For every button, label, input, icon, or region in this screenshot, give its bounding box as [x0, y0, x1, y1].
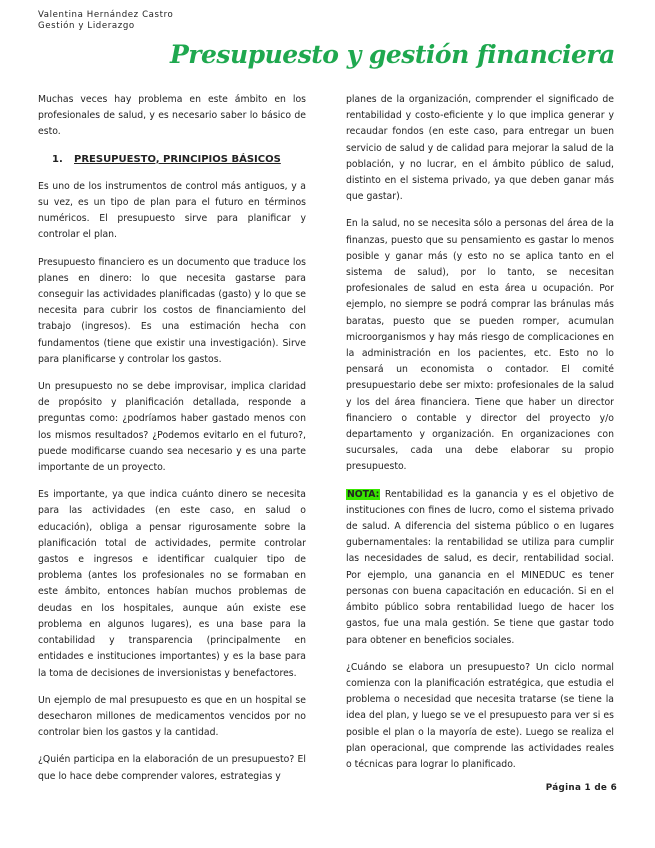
paragraph: Es importante, ya que indica cuánto dinero se necesita para las actividades (en este caso, en salud o educación), obliga a pensar rigurosamente sobre la planificación total de actividades, permite controlar gastos e ingresos e identificar cualquier tipo de problema (antes los profesionales no se formaban en este ámbito, entonces habían muchos problemas de deudas en los hospitales, aunque aún existe ese problema en algunos lugares), es una base para la contabilidad y transparencia (principalmente en entidades e instituciones importantes) y es la base para la toma de decisiones de inversionistas y benefactores. — [38, 489, 306, 679]
right-column — [346, 92, 614, 784]
nota-label: NOTA: — [347, 488, 380, 500]
document-title: Presupuesto y gestión financiera — [170, 40, 615, 69]
nota-paragraph — [346, 487, 614, 649]
paragraph: Es uno de los instrumentos de control más antiguos, y a su vez, es un tipo de plan para el futuro en términos numéricos. El presupuesto sirve para planificar y controlar el plan. — [38, 180, 306, 241]
paragraph: Presupuesto financiero es un documento que traduce los planes en dinero: lo que necesita gastarse para conseguir las actividades planificadas (gasto) y lo que se necesita para cubrir los costos de financiamiento del trabajo (ingresos). Es una estimación hecha con fundamentos (tiene que existir una investigación). Sirve para planificarse y controlar los gastos. — [38, 256, 306, 365]
section-title: PRESUPUESTO, PRINCIPIOS BÁSICOS — [74, 153, 281, 165]
intro-paragraph: Muchas veces hay problema en este ámbito en los profesionales de salud, y es necesario saber lo básico de esto. — [38, 94, 306, 138]
paragraph: En la salud, no se necesita sólo a personas del área de la finanzas, puesto que su pensamiento es gastar lo menos posible y ganar más (y esto no se aplica tanto en el sistema de salud), por lo tanto, se necesitan profesionales de salud en esta área u ocupación. Por ejemplo, no siempre se podrá comprar las bránulas más baratas, puesto que se pueden romper, acumulan microorganismos y hay más riesgo de complicaciones en la administración en los pacientes, etc. Esto no lo pensará un economista o contador. El comité presupuestario debe ser mixto: profesionales de la salud y los del área financiera. Tiene que haber un director financiero o contable y director del proyecto y/o departamento y organización. En organizaciones con sucursales, cada una debe elaborar su propio presupuesto. — [346, 218, 614, 473]
paragraph: Un presupuesto no se debe improvisar, implica claridad de propósito y planificación detallada, responde a preguntas como: ¿podríamos haber gastado menos con los mismos resultados? ¿Podemos evitarlo en el futuro?, puede modificarse cuando sea necesario y es una parte importante de un proyecto. — [38, 381, 306, 474]
paragraph: ¿Cuándo se elabora un presupuesto? Un ciclo normal comienza con la planificación estratégica, que estudia el problema o necesidad que necesita tratarse (se tiene la idea del plan, y luego se ve el presupuesto para ver si es posible el plan o la mayoría de este). Luego se realiza el plan operacional, que comprende las actividades reales o técnicas para lograr lo planificado. — [346, 661, 614, 770]
course-name: Gestión y Liderazgo — [38, 21, 135, 31]
nota-text: Rentabilidad es la ganancia y es el objetivo de instituciones con fines de lucro, como el sistema privado de salud. A diferencia del sistema público o en lugares gubernamentales: la rentabilidad se utiliza para cumplir las necesidades de salud, es decir, rentabilidad social. Por ejemplo, una ganancia en el MINEDUC es tener personas con buena capacitación en educación. Si en el ámbito público sobra rentabilidad luego de hacer los gastos, fue una mala gestión. Se tiene que gastar todo para obtener en beneficios sociales. — [346, 488, 614, 646]
page-number: Página 1 de 6 — [545, 783, 617, 793]
paragraph: Un ejemplo de mal presupuesto es que en un hospital se desecharon millones de medicamentos vencidos por no controlar bien los gastos y la cantidad. — [38, 694, 306, 739]
section-number: 1. — [52, 153, 63, 165]
section-heading — [52, 152, 306, 168]
paragraph: ¿Quién participa en la elaboración de un presupuesto? El que lo hace debe comprender valores, estrategias y — [38, 754, 306, 782]
author-name: Valentina Hernández Castro — [38, 10, 174, 20]
left-column — [38, 92, 306, 796]
document-header — [38, 10, 173, 32]
paragraph: planes de la organización, comprender el significado de rentabilidad y costo-eficiente y lo que implica generar y recaudar fondos (en este caso, para entregar un buen servicio de salud y de calidad para mejorar la salud de la población, y no lucrar, en el ámbito público de salud, distinto en el sistema privado, ya que deben ganar más que gastar). — [346, 94, 614, 203]
